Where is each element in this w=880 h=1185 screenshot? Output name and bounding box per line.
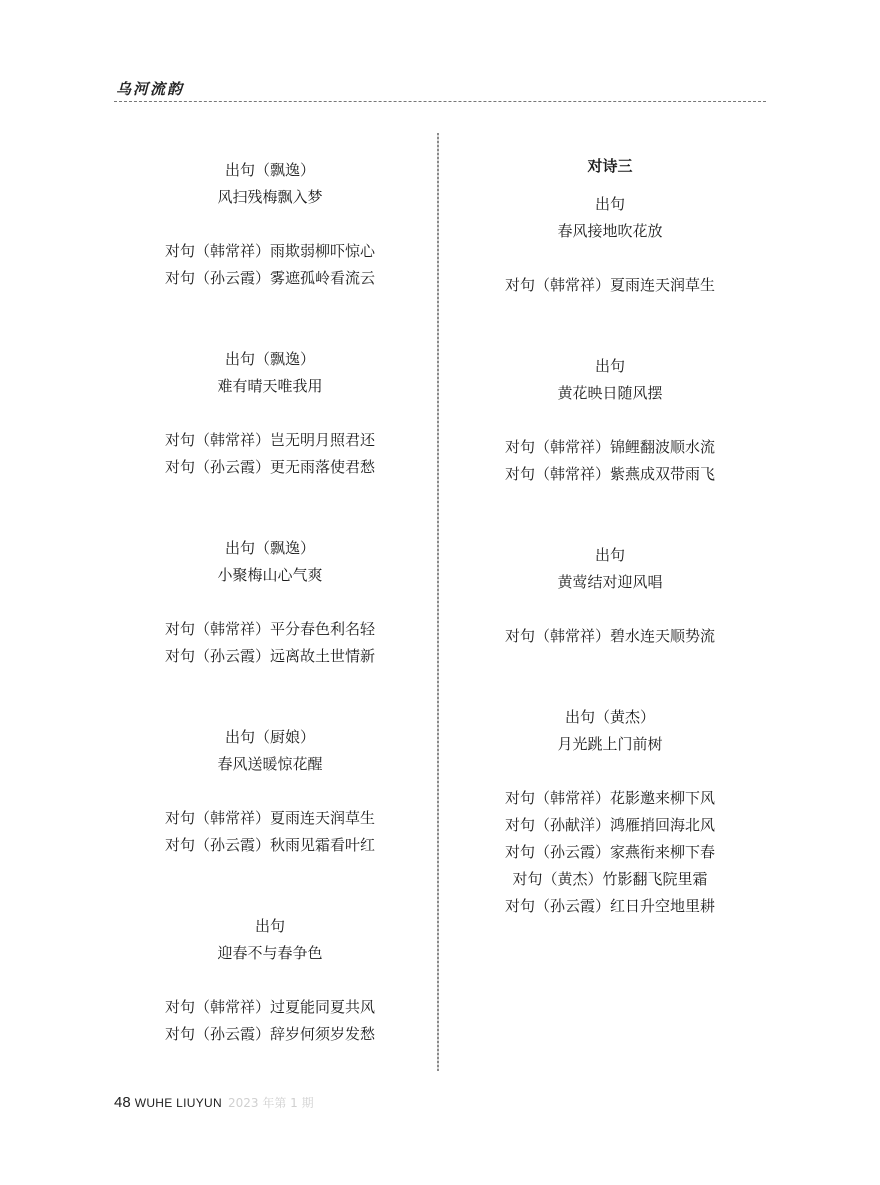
response-line: 对句（韩常祥）夏雨连天润草生	[164, 809, 375, 827]
header-rule	[114, 101, 766, 102]
response-line: 对句（韩常祥）夏雨连天润草生	[504, 276, 715, 294]
response-line: 对句（韩常祥）花影邀来柳下风	[504, 789, 715, 807]
response-line: 对句（孙云霞）辞岁何须岁发愁	[164, 1025, 375, 1043]
issue-label: 2023 年第 1 期	[228, 1096, 314, 1110]
verse-line: 春风送暖惊花醒	[217, 755, 323, 773]
prompt-line: 出句	[594, 546, 625, 564]
response-line: 对句（韩常祥）锦鲤翻波顺水流	[504, 438, 715, 456]
journal-name: WUHE LIUYUN	[134, 1096, 222, 1110]
response-line: 对句（黄杰）竹影翻飞院里霜	[512, 870, 708, 888]
prompt-line: 出句（飘逸）	[224, 350, 315, 368]
response-line: 对句（韩常祥）碧水连天顺势流	[504, 627, 715, 645]
prompt-line: 出句（黄杰）	[564, 708, 655, 726]
response-line: 对句（韩常祥）雨欺弱柳吓惊心	[164, 242, 375, 260]
footer	[114, 1094, 314, 1111]
prompt-line: 出句（飘逸）	[224, 161, 315, 179]
response-line: 对句（孙云霞）远离故土世情新	[164, 647, 375, 665]
prompt-line: 出句	[594, 195, 625, 213]
response-line: 对句（孙献洋）鸿雁捎回海北风	[504, 816, 715, 834]
verse-line: 小聚梅山心气爽	[217, 566, 323, 584]
verse-line: 黄花映日随风摆	[557, 384, 663, 402]
response-line: 对句（韩常祥）过夏能同夏共风	[164, 998, 375, 1016]
verse-line: 迎春不与春争色	[217, 944, 323, 962]
response-line: 对句（韩常祥）紫燕成双带雨飞	[504, 465, 715, 483]
header-title: 乌河流韵	[116, 80, 185, 98]
response-line: 对句（孙云霞）更无雨落使君愁	[164, 458, 375, 476]
page-number: 48	[114, 1094, 131, 1111]
prompt-line: 出句	[594, 357, 625, 375]
verse-line: 黄莺结对迎风唱	[557, 573, 663, 591]
column-divider	[437, 133, 439, 1071]
prompt-line: 出句	[254, 917, 285, 935]
verse-line: 风扫残梅飘入梦	[217, 188, 323, 206]
prompt-line: 出句（厨娘）	[224, 728, 315, 746]
response-line: 对句（孙云霞）秋雨见霜看叶红	[164, 836, 375, 854]
response-line: 对句（孙云霞）红日升空地里耕	[504, 897, 715, 915]
section-title: 对诗三	[587, 157, 633, 175]
response-line: 对句（韩常祥）岂无明月照君还	[164, 431, 375, 449]
response-line: 对句（韩常祥）平分春色利名轻	[164, 620, 375, 638]
response-line: 对句（孙云霞）家燕衔来柳下春	[504, 843, 715, 861]
prompt-line: 出句（飘逸）	[224, 539, 315, 557]
verse-line: 春风接地吹花放	[557, 222, 663, 240]
verse-line: 难有晴天唯我用	[217, 377, 323, 395]
verse-line: 月光跳上门前树	[557, 735, 663, 753]
response-line: 对句（孙云霞）雾遮孤岭看流云	[164, 269, 375, 287]
